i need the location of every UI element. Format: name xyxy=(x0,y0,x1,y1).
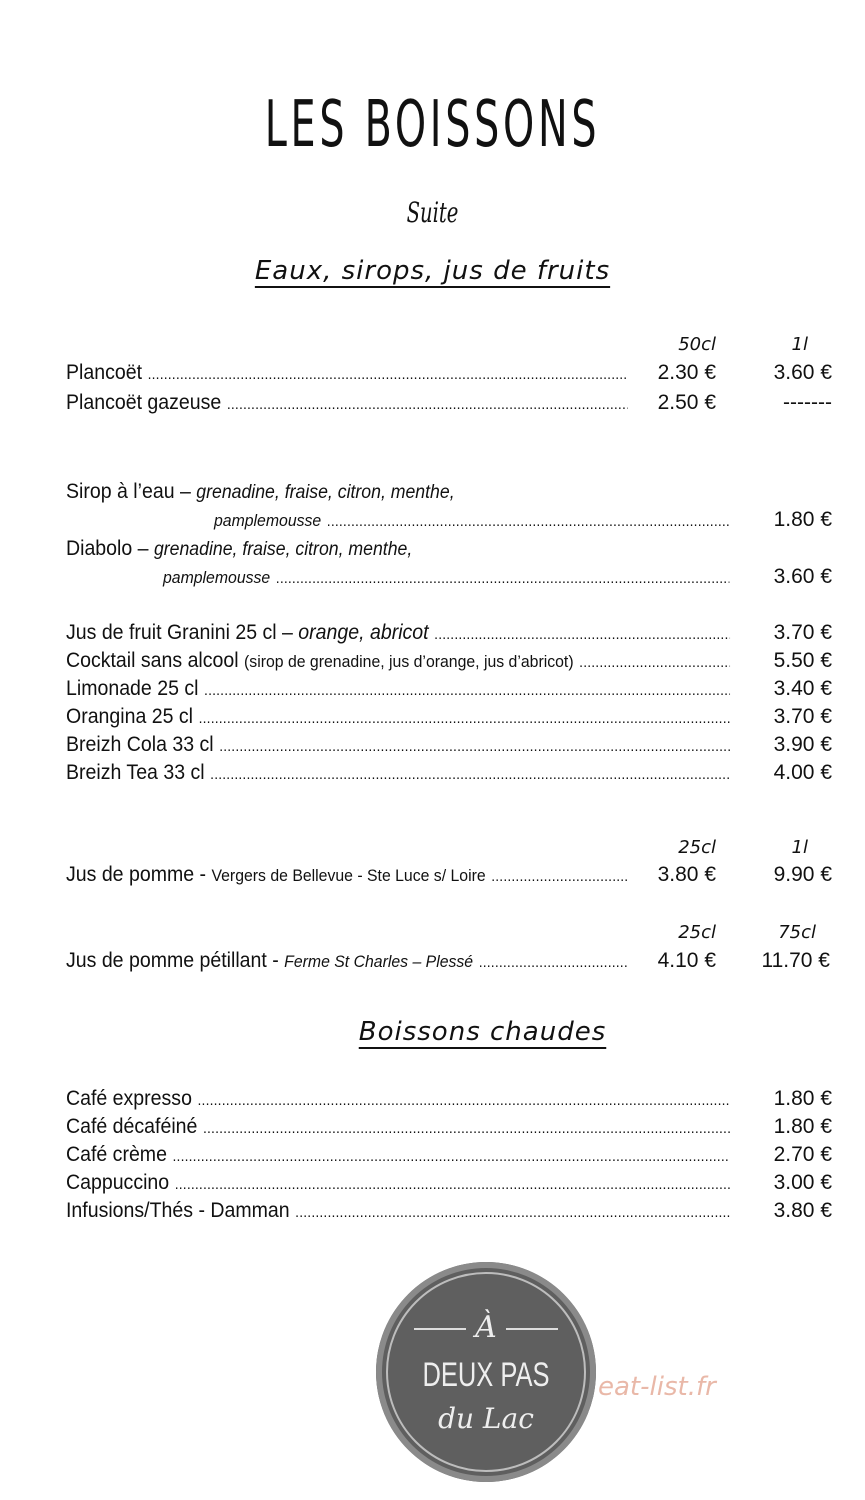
page-subtitle: Suite xyxy=(406,196,459,229)
item-price: 3.40 € xyxy=(773,677,832,700)
page-title: LES BOISSONS xyxy=(264,88,601,162)
menu-item: Infusions/Thés - Damman . . . xyxy=(66,1199,736,1223)
item-price: 4.10 € xyxy=(657,949,716,972)
column-header-75cl: 75cl xyxy=(778,922,816,943)
item-price: 5.50 € xyxy=(773,649,832,672)
item-price: 3.60 € xyxy=(773,565,832,588)
menu-item: Jus de fruit Granini 25 cl – orange, abricot . . . xyxy=(66,621,736,645)
menu-item: Breizh Tea 33 cl . . . xyxy=(66,761,736,785)
menu-item: Diabolo – grenadine, fraise, citron, menthe, xyxy=(66,537,413,560)
restaurant-logo xyxy=(376,1262,596,1482)
menu-item: Sirop à l’eau – grenadine, fraise, citron, menthe, xyxy=(66,480,455,503)
item-price: 3.00 € xyxy=(773,1171,832,1194)
logo-text: DEUX PAS xyxy=(422,1356,550,1394)
logo-text: À xyxy=(475,1310,497,1345)
column-header-50cl: 50cl xyxy=(678,334,716,355)
item-price: 2.70 € xyxy=(773,1143,832,1166)
menu-item: Plancoët . . . xyxy=(66,361,633,385)
item-price: 3.60 € xyxy=(773,361,832,384)
menu-item: Orangina 25 cl . . . xyxy=(66,705,736,729)
section-title-hot-drinks: Boissons chaudes xyxy=(358,1017,607,1047)
item-price: 11.70 € xyxy=(761,949,830,972)
item-price: 9.90 € xyxy=(773,863,832,886)
menu-item: Café crème . . . xyxy=(66,1143,736,1167)
menu-item: Limonade 25 cl . . . xyxy=(66,677,736,701)
section-title-cold-drinks: Eaux, sirops, jus de fruits xyxy=(254,256,611,286)
menu-item-cont: pamplemousse . . . xyxy=(214,508,735,532)
menu-item: Cappuccino . . . xyxy=(66,1171,736,1195)
menu-item: Jus de pomme pétillant - Ferme St Charles – Plessé . . . xyxy=(66,949,633,973)
column-header-1l: 1l xyxy=(791,334,808,355)
column-header-25cl: 25cl xyxy=(678,922,716,943)
menu-item: Café expresso . . . xyxy=(66,1087,736,1111)
watermark: eat-list.fr xyxy=(598,1372,716,1402)
menu-item: Plancoët gazeuse . . . xyxy=(66,391,633,415)
item-price: 3.80 € xyxy=(773,1199,832,1222)
item-price: 1.80 € xyxy=(773,508,832,531)
column-header-25cl: 25cl xyxy=(678,837,716,858)
item-price: 1.80 € xyxy=(773,1115,832,1138)
item-price: 3.70 € xyxy=(773,705,832,728)
item-price: 3.70 € xyxy=(773,621,832,644)
menu-item: Café décaféiné . . . xyxy=(66,1115,736,1139)
item-price: 3.90 € xyxy=(773,733,832,756)
menu-item: Cocktail sans alcool (sirop de grenadine, jus d’orange, jus d’abricot) . . . xyxy=(66,649,736,673)
column-header-1l: 1l xyxy=(791,837,808,858)
menu-item-cont: pamplemousse . . . xyxy=(163,565,735,589)
item-price: 2.50 € xyxy=(657,391,716,414)
logo-text: du Lac xyxy=(438,1402,534,1435)
item-price: 1.80 € xyxy=(773,1087,832,1110)
menu-item: Jus de pomme - Vergers de Bellevue - Ste Luce s/ Loire . . . xyxy=(66,863,633,887)
item-price: 4.00 € xyxy=(773,761,832,784)
item-price: 2.30 € xyxy=(657,361,716,384)
menu-item: Breizh Cola 33 cl . . . xyxy=(66,733,736,757)
item-price: 3.80 € xyxy=(657,863,716,886)
item-price: ------- xyxy=(783,391,832,414)
